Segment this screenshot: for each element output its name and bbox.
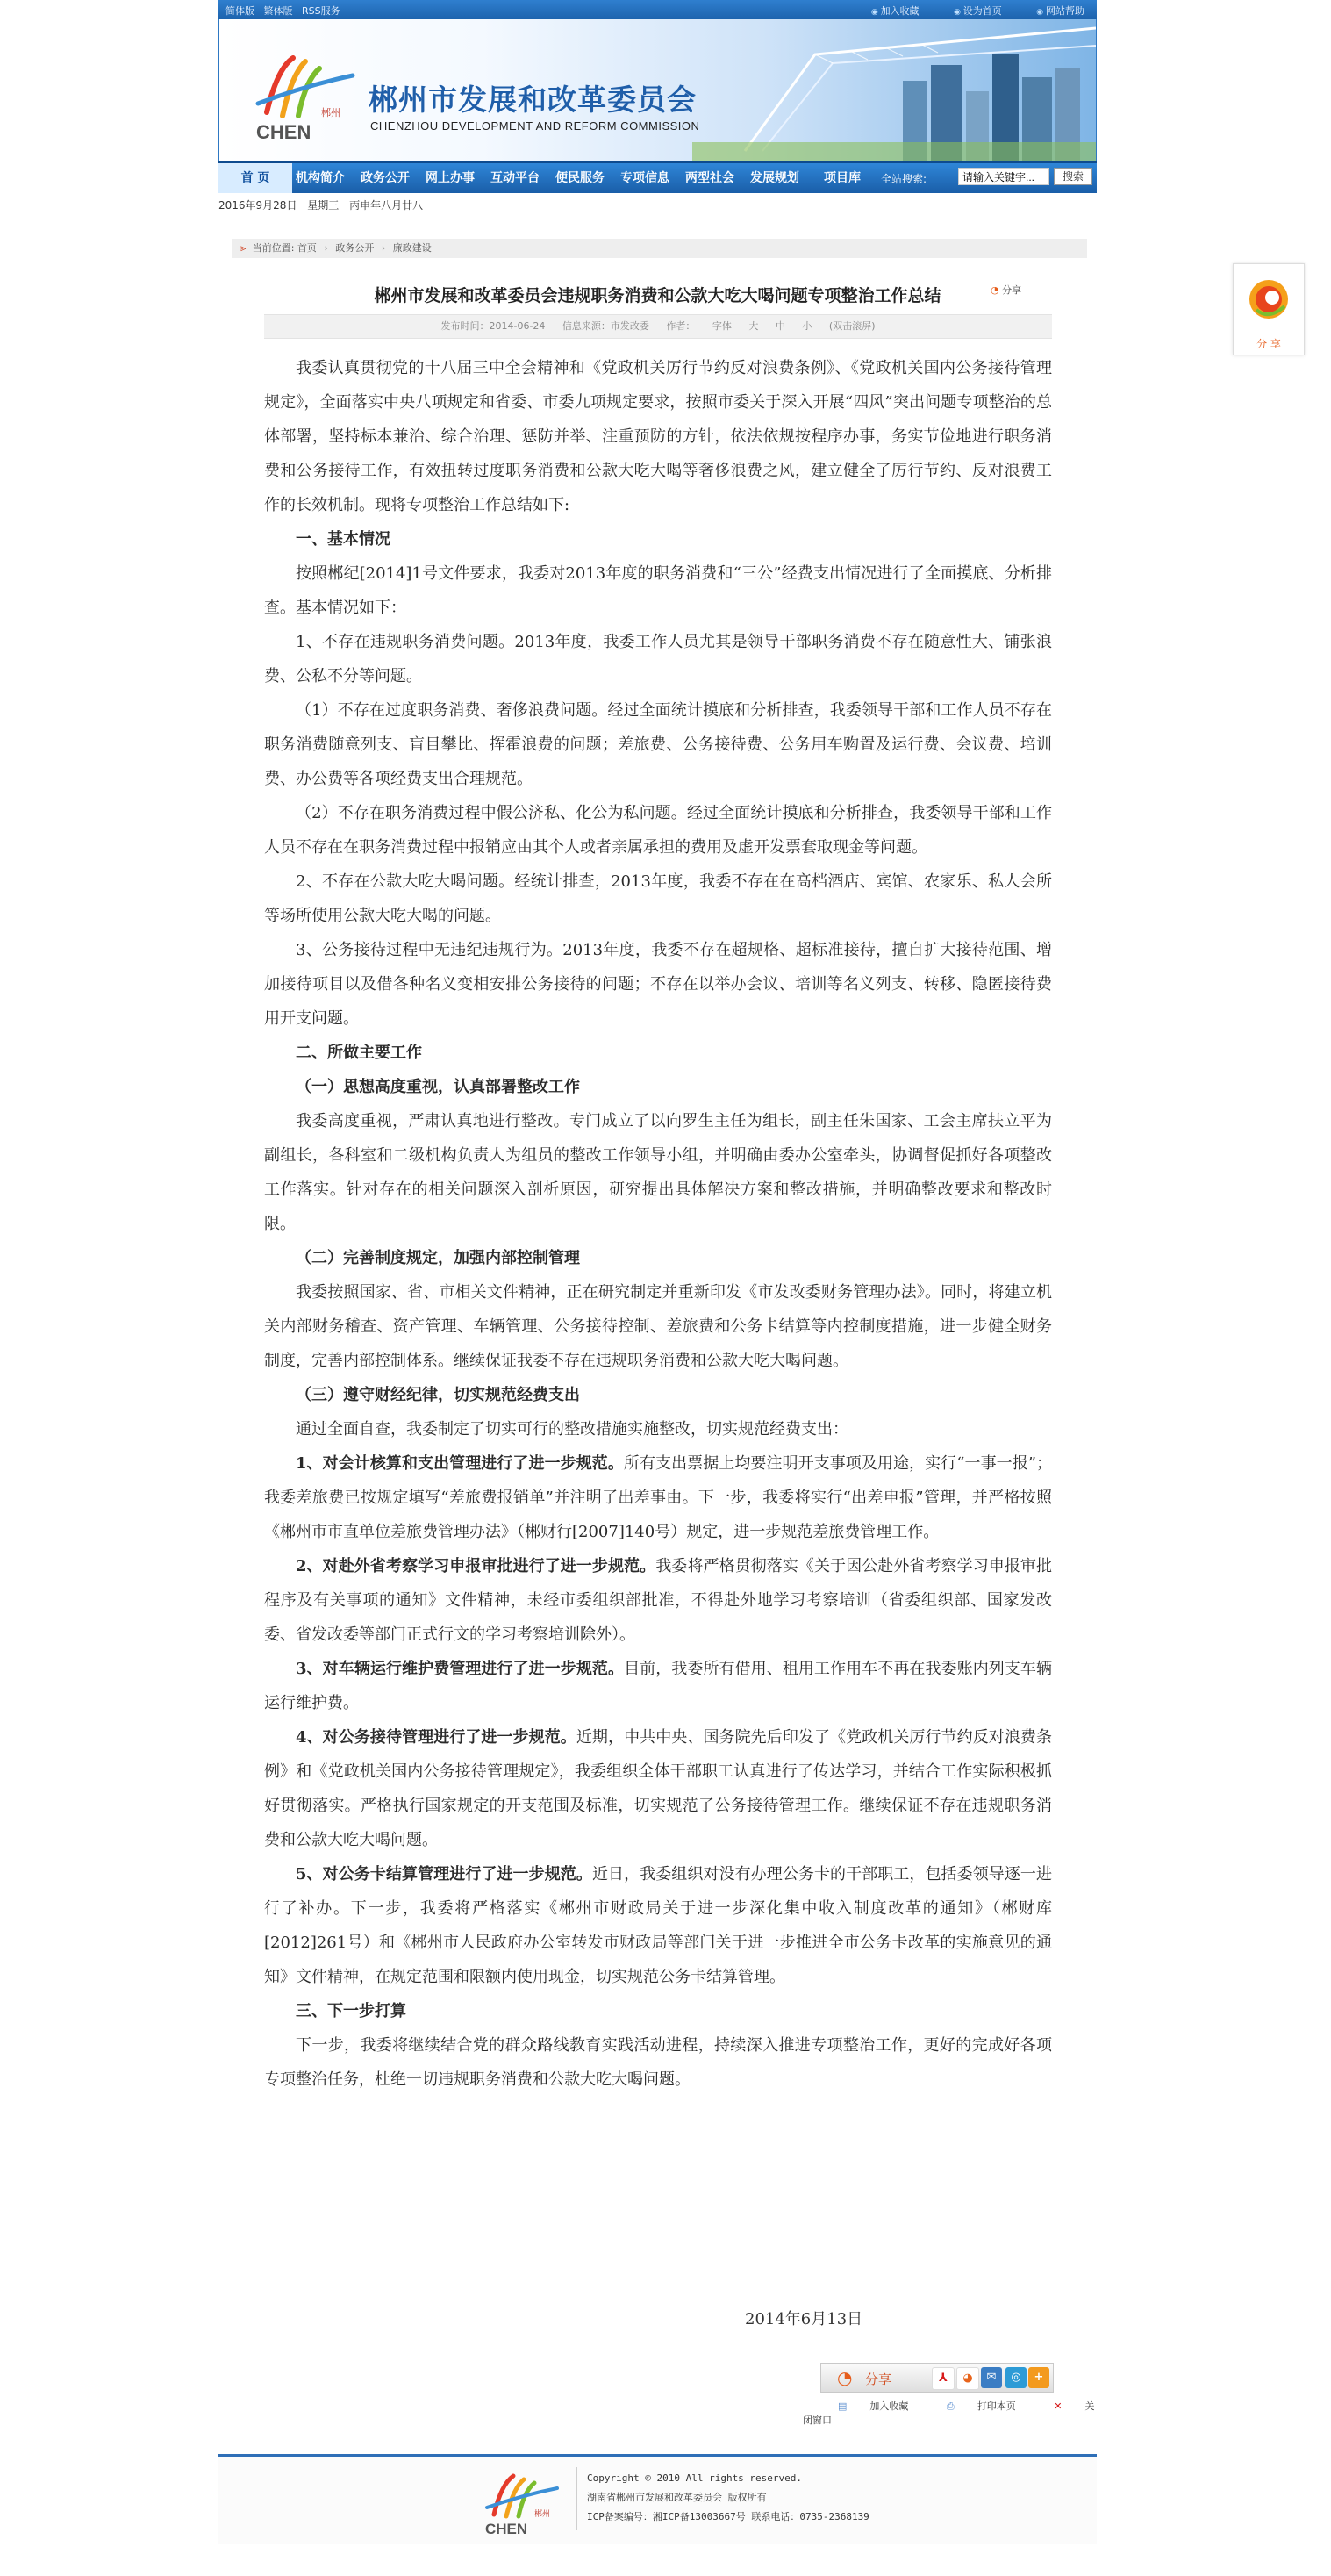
share-toolbar-label[interactable]: 分享 [865,2371,892,2387]
search-button[interactable]: 搜索 [1054,168,1092,185]
info-source: 信息来源：市发改委 [562,320,649,332]
share-icon: ◔ [991,284,999,296]
nav-public-service[interactable]: 便民服务 [555,171,605,185]
footer-logo-cn: 郴州 [534,2510,551,2519]
top-link-bar [218,0,1097,19]
print-label: 打印本页 [977,2400,1016,2412]
share-toolbar [820,2363,1054,2393]
item-text: 近期，中共中央、国务院先后印发了《党政机关厉行节约反对浪费条例》和《党政机关国内公务接待管理规定》，我委组织全体干部职工认真进行了传达学习，并结合工作实际积极抓好贯彻落实。严格执行国家规定的开支范围及标准，切实规范了公务接待管理工作。继续保证不存在违规职务消费和公款大吃大喝问题。 [264,1728,1052,1849]
article-body [264,351,1052,2097]
article-meta [264,314,1052,339]
subsection-heading: （二）完善制度规定，加强内部控制管理 [296,1249,580,1267]
paragraph: 通过全面自查，我委制定了切实可行的整改措施实施整改，切实规范经费支出： [296,1420,848,1439]
utility-links [840,4,1084,18]
item-lead: 1、对会计核算和支出管理进行了进一步规范。 [296,1454,624,1473]
paragraph: 2、不存在公款大吃大喝问题。经统计排查，2013年度，我委不存在在高档酒店、宾馆、农家乐、私人会所等场所使用公款大吃大喝的问题。 [264,872,1052,925]
copyright-owner: 湖南省郴州市发展和改革委员会 版权所有 [587,2492,767,2503]
breadcrumb-gov-affairs[interactable]: 政务公开 [335,242,375,254]
rss-link[interactable]: RSS服务 [302,5,340,17]
paragraph: 1、不存在违规职务消费问题。2013年度，我委工作人员尤其是领导干部职务消费不存在随意性大、铺张浪费、公私不分等问题。 [264,633,1052,685]
traditional-link[interactable]: 繁体版 [263,5,293,17]
item-text: 所有支出票据上均要注明开支事项及用途，实行“一事一报”；我委差旅费已按规定填写“差旅费报销单”并注明了出差事由。下一步，我委将实行“出差申报”管理，并严格按照《郴州市市直单位差旅费管理办法》（郴财行[2007]140号）规定，进一步规范差旅费管理工作。 [264,1454,1052,1541]
breadcrumb-arrow-icon: ⪢ [240,242,247,254]
nav-interaction[interactable]: 互动平台 [490,171,540,185]
tencent-share-icon[interactable]: ◎ [1005,2367,1027,2388]
site-banner [218,19,1097,161]
item-lead: 2、对赴外省考察学习申报审批进行了进一步规范。 [296,1557,656,1575]
item-text: 目前，我委所有借用、租用工作用车不再在我委账内列支车辆运行维护费。 [264,1660,1052,1712]
paragraph [264,1857,1052,1994]
author: 作者： [666,320,696,332]
subsection-heading: （三）遵守财经纪律，切实规范经费支出 [296,1386,580,1404]
section-heading: 一、基本情况 [296,530,390,549]
share-logo-icon [1244,271,1293,333]
current-date: 2016年9月28日 [218,199,297,212]
item-lead: 5、对公务卡结算管理进行了进一步规范。 [296,1865,592,1884]
add-favorite-label: 加入收藏 [869,2400,909,2412]
close-icon: ✕ [1054,2400,1063,2412]
site-title: 郴州市发展和改革委员会 [369,83,697,117]
dblclick-scroll[interactable]: (双击滚屏) [828,320,876,332]
nav-gov-affairs[interactable]: 政务公开 [361,171,410,185]
main-nav [218,161,1097,193]
share-label: 分享 [1002,284,1022,296]
add-favorite-action[interactable] [820,2400,908,2412]
breadcrumb-label: 当前位置: [252,242,295,254]
nav-planning[interactable]: 发展规划 [750,171,799,185]
favorite-icon: ▤ [838,2400,848,2412]
logo-cn-text: 郴州 [321,107,340,118]
publish-time: 发布时间：2014-06-24 [440,320,546,332]
breadcrumb-home[interactable]: 首页 [297,242,317,254]
breadcrumb-separator-icon: › [381,242,386,254]
close-window-label: 关闭窗口 [803,2400,1095,2426]
search-input[interactable] [958,168,1049,185]
breadcrumb-separator-icon: › [324,242,328,254]
subsection-heading: （一）思想高度重视，认真部署整改工作 [296,1078,580,1096]
nav-special-info[interactable]: 专项信息 [620,171,669,185]
item-lead: 4、对公务接待管理进行了进一步规范。 [296,1728,576,1747]
nav-project-library[interactable]: 项目库 [824,171,861,185]
footer-divider [576,2467,577,2530]
add-favorite-link[interactable]: ◉ 加入收藏 [871,5,920,17]
share-logo-icon: ◔ [837,2367,853,2388]
site-footer [218,2454,1097,2544]
weekday: 星期三 [307,199,340,212]
nav-two-oriented[interactable]: 两型社会 [685,171,734,185]
article-title: 郴州市发展和改革委员会违规职务消费和公款大吃大喝问题专项整治工作总结 [374,286,941,305]
paragraph: （2）不存在职务消费过程中假公济私、化公为私问题。经过全面统计摸底和分析排查，我委领导干部和工作人员不存在在职务消费过程中报销应由其个人或者亲属承担的费用及虚开发票套取现金等问题。 [264,804,1052,857]
nav-online-service[interactable]: 网上办事 [426,171,475,185]
paragraph [264,1720,1052,1857]
floating-share-widget[interactable] [1233,263,1305,355]
set-homepage-link[interactable]: ◉ 设为首页 [954,5,1002,17]
print-icon: ⎙ [946,2400,955,2412]
breadcrumb-current[interactable]: 廉政建设 [392,242,432,254]
paragraph [264,1652,1052,1720]
paragraph: 我委按照国家、省、市相关文件精神，正在研究制定并重新印发《市发改委财务管理办法》。同时，将建立机关内部财务稽查、资产管理、车辆管理、公务接待控制、差旅费和公务卡结算等内控制度措施，进一步健全财务制度，完善内部控制体系。继续保证我委不存在违规职务消费和公款大吃大喝问题。 [264,1283,1052,1370]
site-help-link[interactable]: ◉ 网站帮助 [1036,5,1084,17]
site-logo[interactable] [251,51,356,142]
footer-logo-en: CHEN [485,2521,528,2537]
section-heading: 二、所做主要工作 [296,1044,422,1062]
pdf-share-icon[interactable]: ⅄ [932,2367,955,2390]
item-text: 近日，我委组织对没有办理公务卡的干部职工，包括委领导逐一进行了补办。下一步，我委将严格落实《郴州市财政局关于进一步深化集中收入制度改革的通知》（郴财库[2012]261号）和《郴州市人民政府办公室转发市财政局等部门关于进一步推进全市公务卡改革的实施意见的通知》文件精神，在规定范围和限额内使用现金，切实规范公务卡结算管理。 [264,1865,1053,1986]
page-wrapper [218,0,1097,2537]
footer-logo [482,2471,561,2537]
qzone-share-icon[interactable]: ✉ [981,2367,1002,2388]
floating-share-label: 分 享 [1256,338,1281,350]
paragraph: 我委认真贯彻党的十八届三中全会精神和《党政机关厉行节约反对浪费条例》、《党政机关国内公务接待管理规定》，全面落实中央八项规定和省委、市委九项规定要求，按照市委关于深入开展“四风”突出问题专项整治的总体部署，坚持标本兼治、综合治理、惩防并举、注重预防的方针，依法依规按程序办事，务实节俭地进行职务消费和公务接待工作，有效扭转过度职务消费和公款大吃大喝等奢侈浪费之风，建立健全了厉行节约、反对浪费工作的长效机制。现将专项整治工作总结如下: [264,359,1052,514]
paragraph: 按照郴纪[2014]1号文件要求，我委对2013年度的职务消费和“三公”经费支出情况进行了全面摸底、分析排查。基本情况如下： [264,564,1052,617]
lunar-date: 丙申年八月廿八 [349,199,424,212]
icp-info: ICP备案编号：湘ICP备13003667号 联系电话：0735-2368139 [587,2511,869,2522]
nav-home[interactable]: 首 页 [218,163,292,193]
font-large[interactable]: 大 [748,320,759,332]
paragraph: 我委高度重视，严肃认真地进行整改。专门成立了以向罗生主任为组长，副主任朱国家、工会主席扶立平为副组长，各科室和二级机构负责人为组员的整改工作领导小组，并明确由委办公室牵头，协调督促抓好各项整改工作落实。针对存在的相关问题深入剖析原因，研究提出具体解决方案和整改措施，并明确整改要求和整改时限。 [264,1112,1052,1233]
logo-en-text: CHEN [256,121,311,142]
simplified-link[interactable]: 简体版 [225,5,254,17]
font-medium[interactable]: 中 [775,320,785,332]
date-bar [218,193,1097,218]
weibo-share-icon[interactable]: ◕ [956,2367,979,2390]
item-text: 我委将严格贯彻落实《关于因公赴外省考察学习申报审批程序及有关事项的通知》文件精神，未经市委组织部批准，不得赴外地学习考察培训（省委组织部、国家发改委、省发改委等部门正式行文的学习考察培训除外）。 [264,1557,1053,1644]
sign-date: 2014年6月13日 [745,2310,863,2328]
language-links [225,4,347,18]
font-small[interactable]: 小 [802,320,812,332]
more-share-icon[interactable]: + [1028,2367,1049,2388]
copyright: Copyright © 2010 All rights reserved. [587,2472,803,2484]
footer-text [587,2469,869,2527]
paragraph [264,1549,1052,1652]
paragraph: （1）不存在过度职务消费、奢侈浪费问题。经过全面统计摸底和分析排查，我委领导干部和工作人员不存在职务消费随意列支、盲目攀比、挥霍浪费的问题；差旅费、公务接待费、公务用车购置及运行费、会议费、培训费、办公费等各项经费支出合理规范。 [264,701,1052,788]
paragraph [264,1446,1052,1549]
font-size-label: 字体 [712,320,732,332]
city-skyline-illustration [692,19,1096,161]
site-subtitle: CHENZHOU DEVELOPMENT AND REFORM COMMISSION [370,119,700,133]
item-lead: 3、对车辆运行维护费管理进行了进一步规范。 [296,1660,625,1678]
search-label: 全站搜索: [881,173,927,185]
paragraph: 下一步，我委将继续结合党的群众路线教育实践活动进程，持续深入推进专项整治工作，更好的完成好各项专项整治任务，杜绝一切违规职务消费和公款大吃大喝问题。 [264,2036,1052,2089]
page-actions [803,2399,1097,2427]
section-heading: 三、下一步打算 [296,2002,406,2020]
paragraph: 3、公务接待过程中无违纪违规行为。2013年度，我委不存在超规格、超标准接待，擅自扩大接待范围、增加接待项目以及借各种名义变相安排公务接待的问题；不存在以举办会议、培训等名义列支、转移、隐匿接待费用开支问题。 [264,941,1052,1028]
breadcrumb [232,239,1087,258]
share-link[interactable] [991,283,1021,297]
nav-about[interactable]: 机构简介 [296,171,345,185]
print-action[interactable] [929,2400,1016,2412]
